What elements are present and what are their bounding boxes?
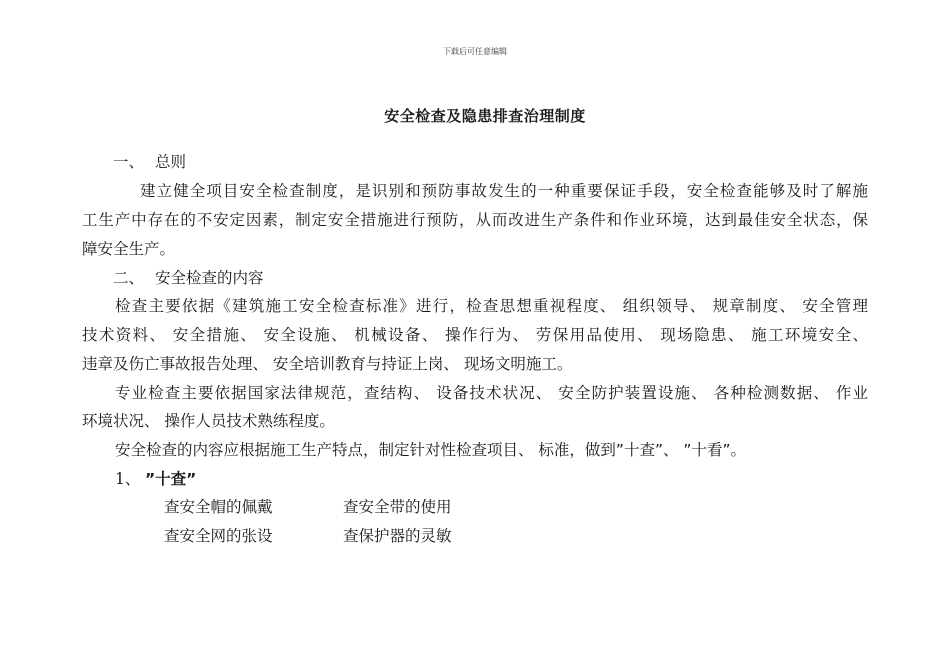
section1-para-line: 工生产中存在的不安定因素，制定安全措施进行预防，从而改进生产条件和作业环境，达到最佳安全状态，保 (82, 211, 868, 229)
section1-para-line: 建立健全项目安全检查制度，是识别和预防事故发生的一种重要保证手段，安全检查能够及时了解施 (140, 182, 868, 200)
header-note: 下载后可任意编辑 (443, 47, 507, 56)
section2-para1-line: 违章及伤亡事故报告处理、 安全培训教育与持证上岗、 现场文明施工。 (82, 355, 573, 373)
check-item: 查安全网的张设 (164, 527, 273, 545)
section1-heading-num: 一、 (113, 153, 145, 171)
section2-heading-num: 二、 (113, 269, 145, 287)
section1-heading: 总则 (155, 153, 187, 171)
section2-para2-line: 环境状况、 操作人员技术熟练程度。 (82, 412, 335, 430)
section2-heading: 安全检查的内容 (155, 269, 264, 287)
check-item: 查安全帽的佩戴 (164, 498, 273, 516)
subsection1-num: 1、 (115, 470, 141, 488)
section1-para-line: 障安全生产。 (82, 240, 176, 258)
check-item: 查安全带的使用 (343, 498, 452, 516)
subsection1-heading: ”十查” (145, 470, 197, 488)
section2-para3: 安全检查的内容应根据施工生产特点，制定针对性检查项目、 标准，做到”十查”、 ”十看”。 (115, 441, 746, 459)
section2-para2-line: 专业检查主要依据国家法律规范，查结构、 设备技术状况、 安全防护装置设施、 各种检测数据、 作业 (115, 384, 868, 402)
section2-para1-line: 检查主要依据《建筑施工安全检查标准》进行，检查思想重视程度、 组织领导、 规章制度、 安全管理 (115, 297, 868, 315)
section2-para1-line: 技术资料、 安全措施、 安全设施、 机械设备、 操作行为、 劳保用品使用、 现场隐患、 施工环境安全、 (82, 326, 868, 344)
document-title: 安全检查及隐患排查治理制度 (384, 107, 586, 125)
check-item: 查保护器的灵敏 (343, 527, 452, 545)
